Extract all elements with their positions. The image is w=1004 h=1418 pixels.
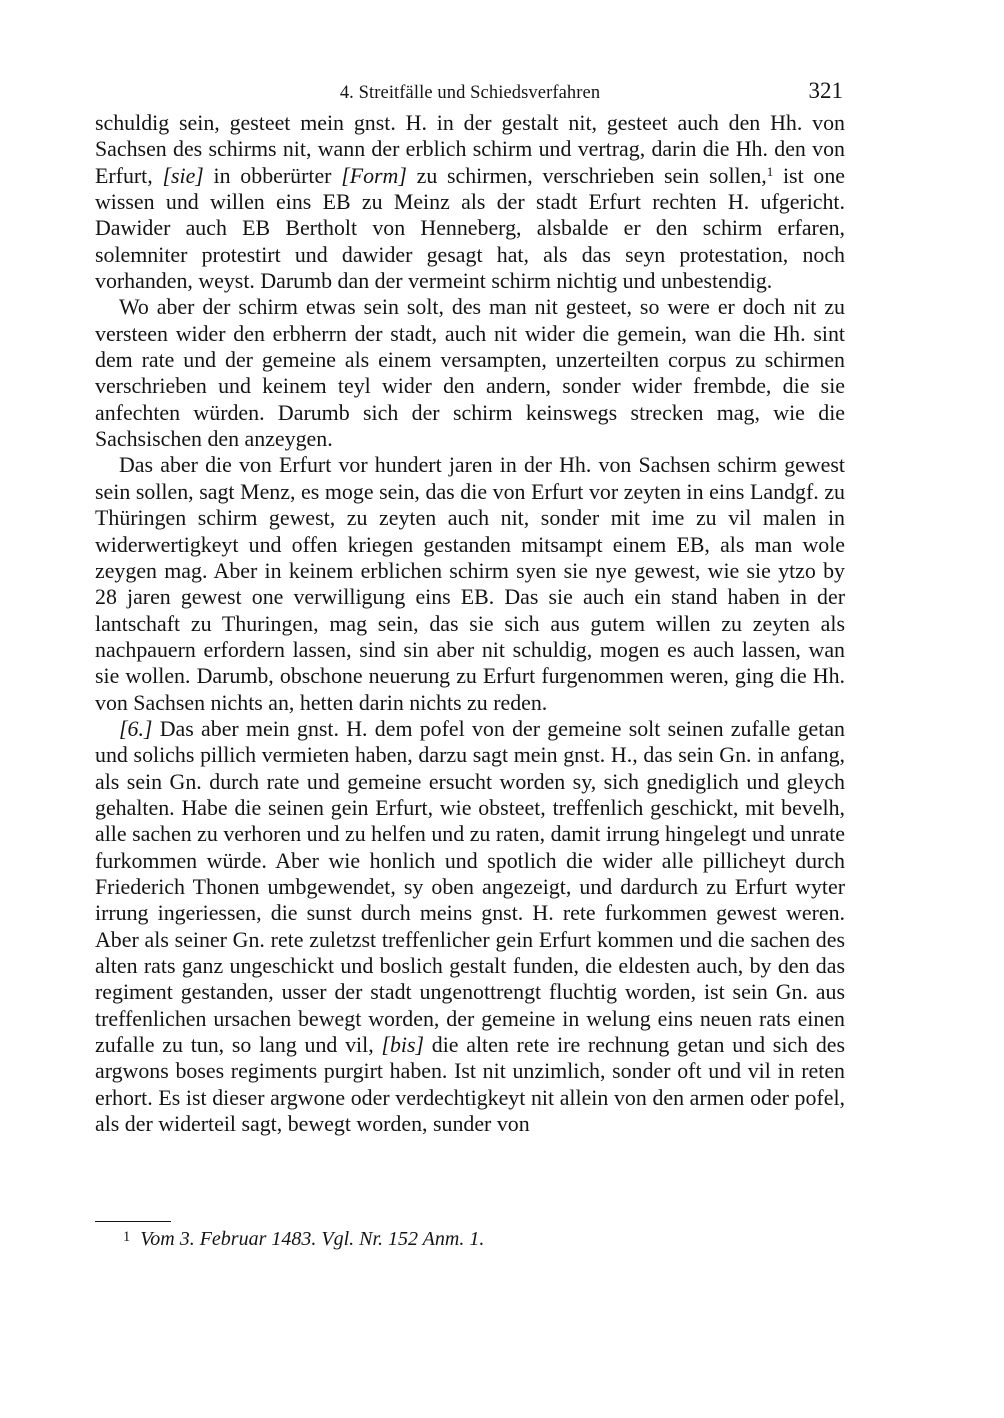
editorial-insertion-sie: [sie]: [162, 162, 204, 188]
paragraph-2: Wo aber der schirm etwas sein solt, des man nit gesteet, so were er doch nit zu versteen wider den erbherrn der stadt, auch nit wider die gemein, wan die Hh. sint dem rate und der gemeine als einem versampten, unzerteilten corpus zu schirmen verschrieben und keinem teyl wider den andern, sonder wider frembde, die sie anfechten würden. Darumb sich der schirm keinswegs strecken mag, wie die Sachsischen den anzeygen.: [95, 294, 845, 452]
paragraph-4-text-b: die alten rete ire rechnung getan und sich des argwons boses regiments purgirt haben. Ist nit unzimlich, sonder oft und vil in reten erhort. Es ist dieser argwone oder verdechtigkeyt nit allein von den armen oder pofel, als der widerteil sagt, bewegt worden, sunder von: [95, 1032, 845, 1137]
footnote-number: 1: [123, 1229, 131, 1245]
footnote-reference[interactable]: 1: [766, 163, 774, 179]
footnote-rule: [95, 1221, 171, 1222]
paragraph-4-text-a: Das aber mein gnst. H. dem pofel von der gemeine solt seinen zufalle getan und solichs pillich vermieten haben, darzu sagt mein gnst. H., das sein Gn. in anfang, als sein Gn. durch rate und gemeine ersucht worden sy, sich gnediglich und gleych gehalten. Habe die seinen gein Erfurt, wie obsteet, treffenlich geschickt, mit bevelh, alle sachen zu verhoren und zu helfen und zu raten, damit irrung hingelegt und unrate furkommen würde. Aber wie honlich und spotlich die wider alle pillicheyt durch Friederich Thonen umbgewendet, sy oben angezeigt, und dardurch zu Erfurt wyter irrung ingeriessen, die sunst durch meins gnst. H. rete furkommen gewest weren. Aber als seiner Gn. rete zuletzst treffenlicher gein Erfurt kommen und die sachen des alten rats ganz ungeschickt und boslich gestalt funden, die eldesten auch, by den das regiment gestanden, usser der stadt ungenottrengt fluchtig worden, ist sein Gn. aus treffenlichen ursachen bewegt worden, der gemeine in welung eins neuen rats einen zufalle zu tun, so lang und vil,: [95, 715, 845, 1058]
paragraph-1-text-c: zu schirmen, verschrieben sein sollen,: [406, 162, 767, 188]
paragraph-1-text-b: in obberürter: [203, 162, 342, 188]
footnote: [123, 1228, 484, 1251]
editorial-insertion-bis: [bis]: [381, 1032, 425, 1058]
body-text: [95, 110, 845, 1137]
footnote-text: Vom 3. Februar 1483. Vgl. Nr. 152 Anm. 1.: [140, 1228, 485, 1250]
paragraph-1-text-a: schuldig sein, gesteet mein gnst. H. in der gestalt nit, gesteet auch den Hh. von Sachsen des schirms nit, wann der erblich schirm und vertrag, darin die Hh. den von Erfurt,: [95, 110, 845, 188]
editorial-insertion-form: [Form]: [341, 162, 407, 188]
section-number: [6.]: [119, 715, 153, 741]
page-number: 321: [808, 78, 843, 103]
paragraph-1: [95, 110, 845, 294]
paragraph-1-text-d: ist one wissen und willen eins EB zu Meinz als der stadt Erfurt rechten H. ufgericht. Dawider auch EB Bertholt von Henneberg, alsbalde er den schirm erfaren, solemniter protestirt und dawider gesagt hat, als das seyn protestation, noch vorhanden, weyst. Darumb dan der vermeint schirm nichtig und unbestendig.: [95, 162, 845, 294]
paragraph-3: Das aber die von Erfurt vor hundert jaren in der Hh. von Sachsen schirm gewest sein sollen, sagt Menz, es moge sein, das die von Erfurt vor zeyten in eins Landgf. zu Thüringen schirm gewest, zu zeyten auch nit, sonder mit ime zu vil malen in widerwertigkeyt und offen kriegen gestanden mitsampt einem EB, als man wole zeygen mag. Aber in keinem erblichen schirm syen sie nye gewest, wie sie ytzo by 28 jaren gewest one verwilligung eins EB. Das sie auch ein stand haben in der lantschaft zu Thuringen, mag sein, das sie sich aus gutem willen zu zeyten als nachpauern erfordern lassen, sind sin aber nit schuldig, mogen es auch lassen, wan sie wollen. Darumb, obschone neuerung zu Erfurt furgenommen weren, ging die Hh. von Sachsen nichts an, hetten darin nichts zu reden.: [95, 452, 845, 715]
running-title: 4. Streitfälle und Schiedsverfahren: [339, 83, 601, 103]
page: [95, 74, 845, 1137]
running-head: [95, 74, 845, 110]
paragraph-4: [95, 716, 845, 1138]
